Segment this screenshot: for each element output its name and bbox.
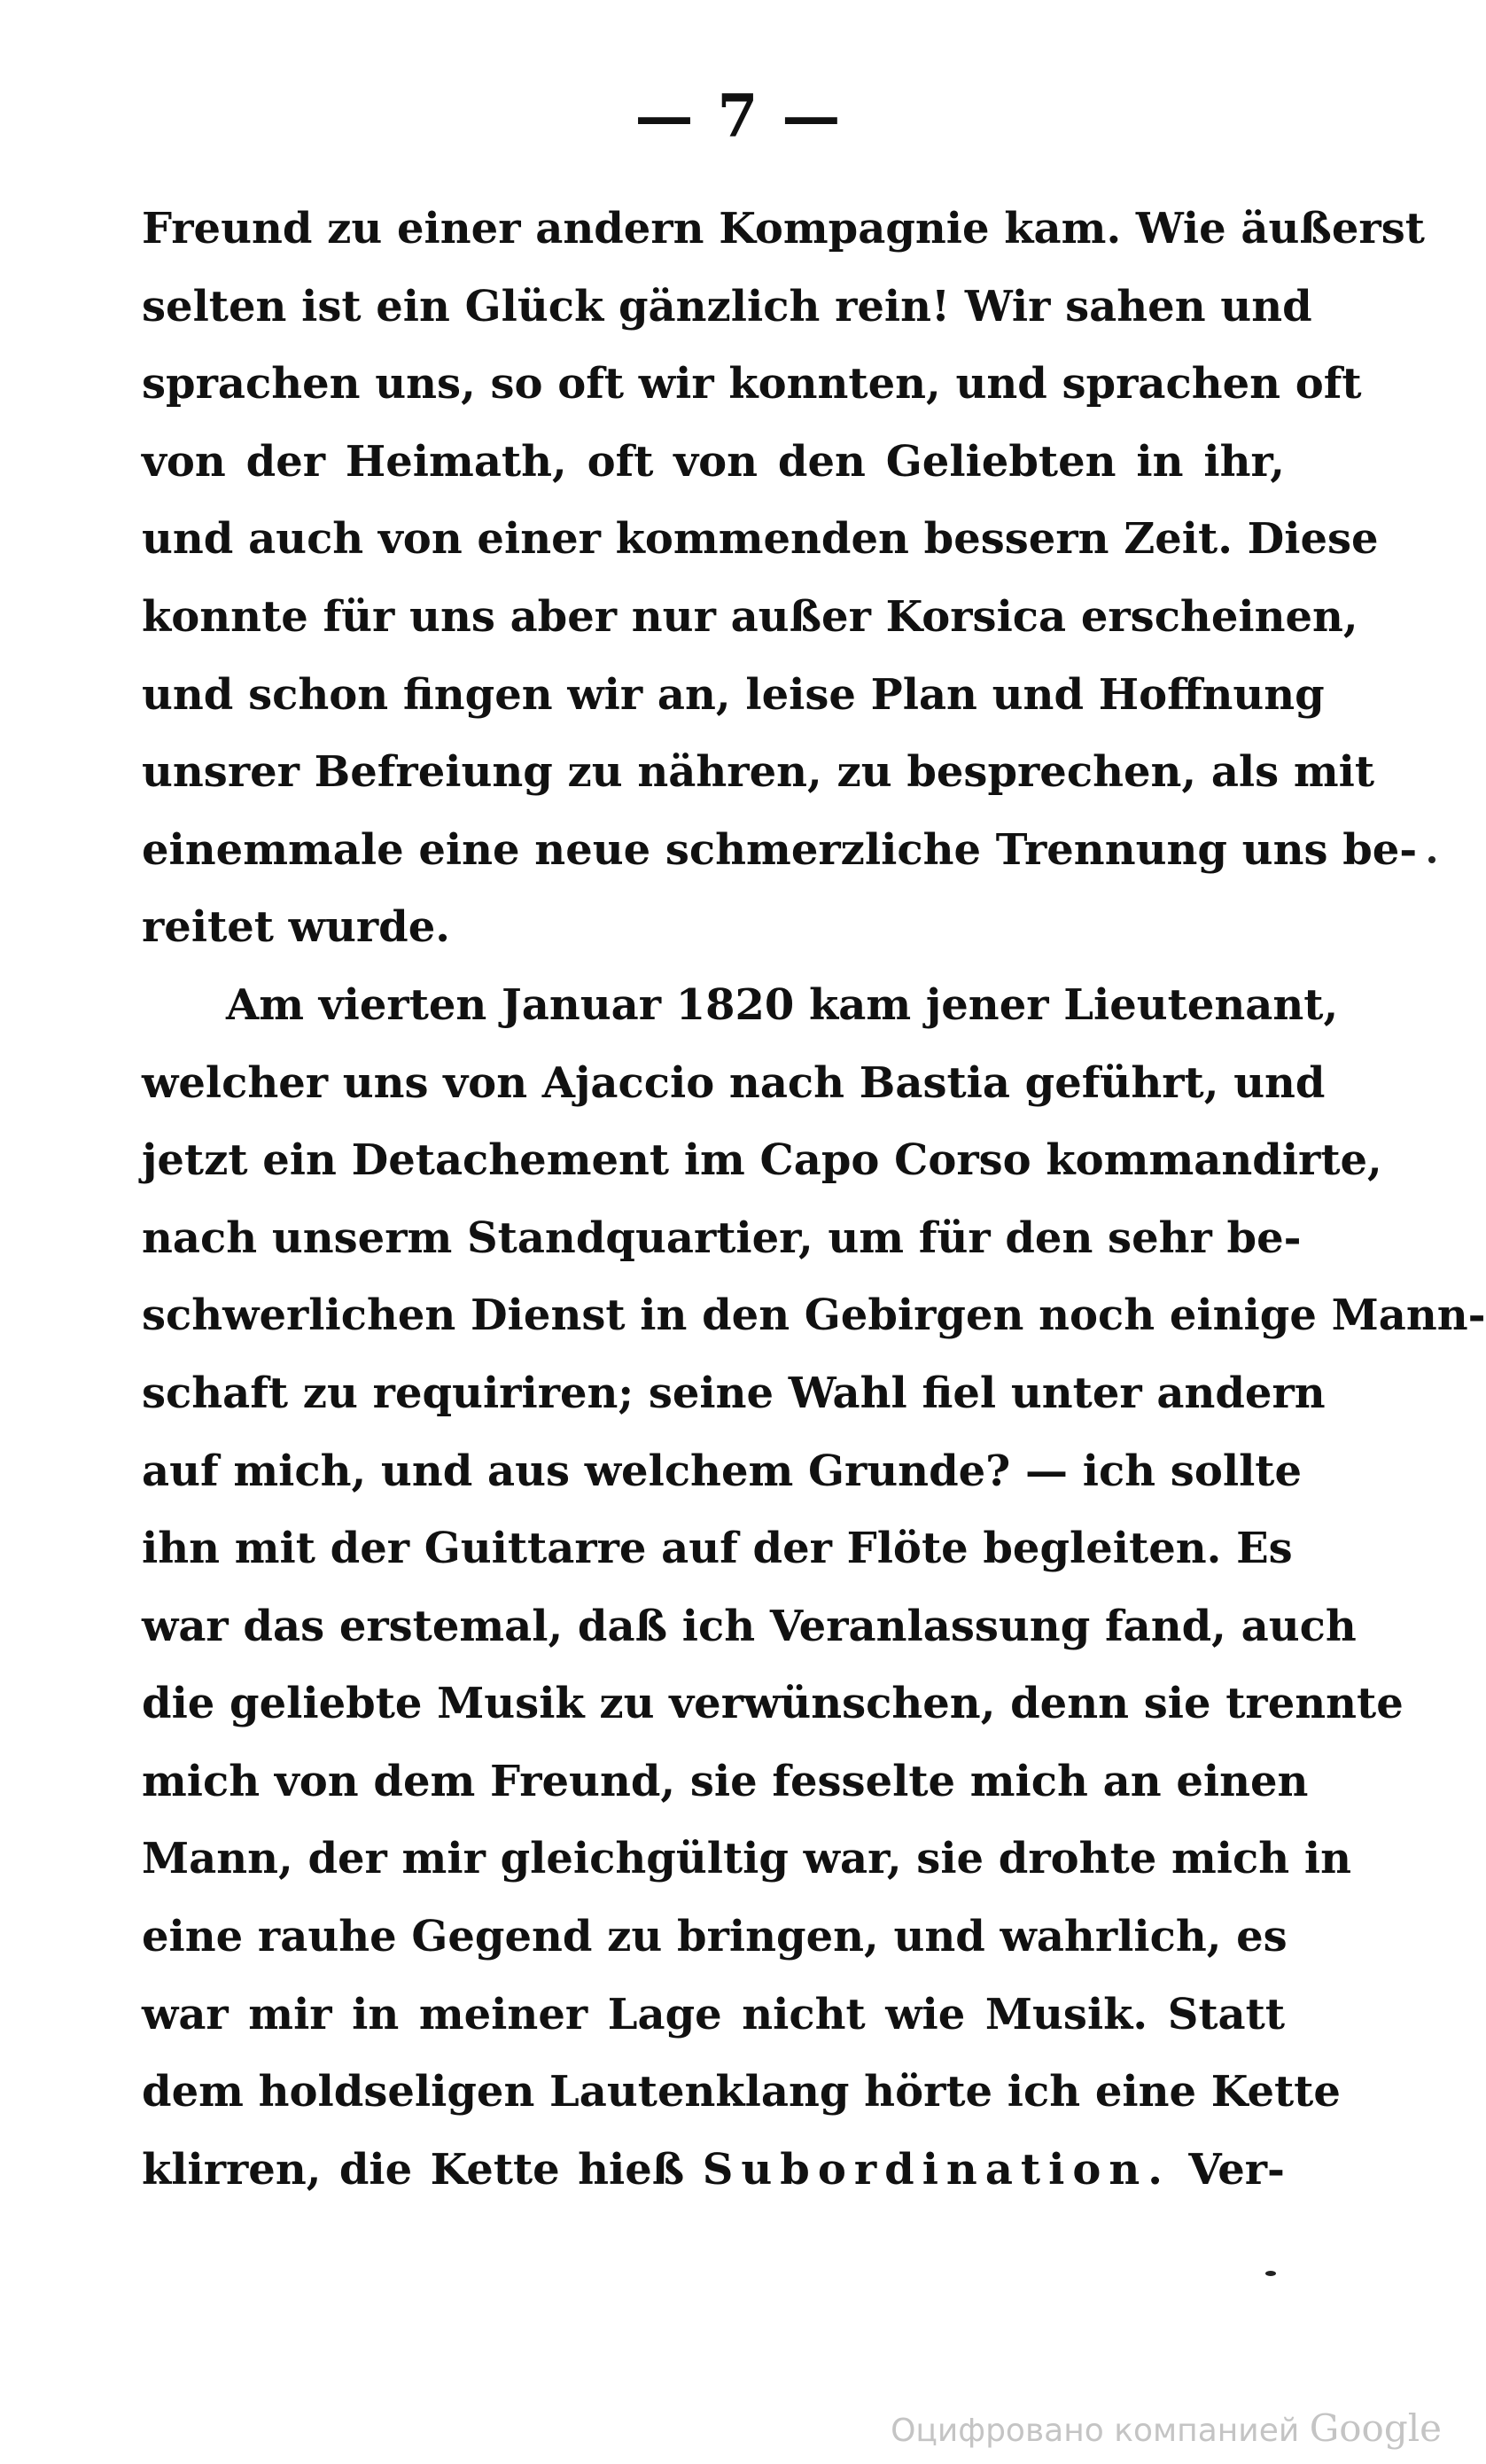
text-line: dem holdseligen Lautenklang hörte ich eine Kette xyxy=(142,2067,1341,2117)
spaced-emphasis: Subordination. xyxy=(702,2144,1171,2195)
page-number: — 7 — xyxy=(634,82,843,151)
text-line: und schon fingen wir an, leise Plan und Hoffnung xyxy=(142,669,1325,720)
text-line: jetzt ein Detachement im Capo Corso kommandirte, xyxy=(142,1135,1382,1186)
text-line: auf mich, und aus welchem Grunde? — ich sollte xyxy=(142,1446,1303,1496)
text-line-final xyxy=(142,2132,1285,2210)
text-line: welcher uns von Ajaccio nach Bastia geführt, und xyxy=(142,1057,1326,1108)
text-line: nach unserm Standquartier, um für den sehr be- xyxy=(142,1213,1302,1263)
scan-speck-2 xyxy=(1265,2271,1276,2276)
scan-speck-1 xyxy=(1428,856,1435,863)
hyphenated-carryover: Ver- xyxy=(1188,2144,1285,2195)
text-line: reitet wurde. xyxy=(142,902,450,953)
text-line: war mir in meiner Lage nicht wie Musik. Statt xyxy=(142,1989,1285,2039)
paragraph-1 xyxy=(142,191,1425,967)
text-line: eine rauhe Gegend zu bringen, und wahrlich, es xyxy=(142,1912,1288,1962)
digitized-prefix: Оцифровано компанией xyxy=(891,2413,1300,2449)
text-line: Am vierten Januar 1820 kam jener Lieutenant, xyxy=(226,979,1339,1030)
text-line: sprachen uns, so oft wir konnten, und sprachen oft xyxy=(142,359,1362,409)
text-line: konnte für uns aber nur außer Korsica erscheinen, xyxy=(142,591,1358,642)
text-line-start: klirren, die Kette hieß xyxy=(142,2144,685,2195)
text-line: schwerlichen Dienst in den Gebirgen noch einige Mann- xyxy=(142,1290,1486,1341)
digitized-brand: Google xyxy=(1309,2406,1442,2450)
digitized-by-watermark xyxy=(891,2406,1442,2450)
text-line: von der Heimath, oft von den Geliebten in ihr, xyxy=(142,436,1285,487)
text-line: die geliebte Musik zu verwünschen, denn sie trennte xyxy=(142,1679,1404,1729)
text-line: mich von dem Freund, sie fesselte mich an einen xyxy=(142,1756,1309,1806)
text-line: Mann, der mir gleichgültig war, sie drohte mich in xyxy=(142,1834,1351,1884)
text-line: Freund zu einer andern Kompagnie kam. Wie äußerst xyxy=(142,204,1425,253)
text-line: unsrer Befreiung zu nähren, zu besprechen, als mit xyxy=(142,747,1375,798)
paragraph-2 xyxy=(142,967,1486,2210)
text-line: war das erstemal, daß ich Veranlassung fand, auch xyxy=(142,1601,1357,1651)
text-line: schaft zu requiriren; seine Wahl fiel unter andern xyxy=(142,1368,1326,1418)
body-text xyxy=(142,191,1486,2209)
text-line: und auch von einer kommenden bessern Zeit. Diese xyxy=(142,514,1379,565)
text-line: ihn mit der Guittarre auf der Flöte begleiten. Es xyxy=(142,1524,1293,1574)
text-line: einemmale eine neue schmerzliche Trennung uns be- xyxy=(142,824,1418,875)
text-line: selten ist ein Glück gänzlich rein! Wir sahen und xyxy=(142,281,1312,331)
